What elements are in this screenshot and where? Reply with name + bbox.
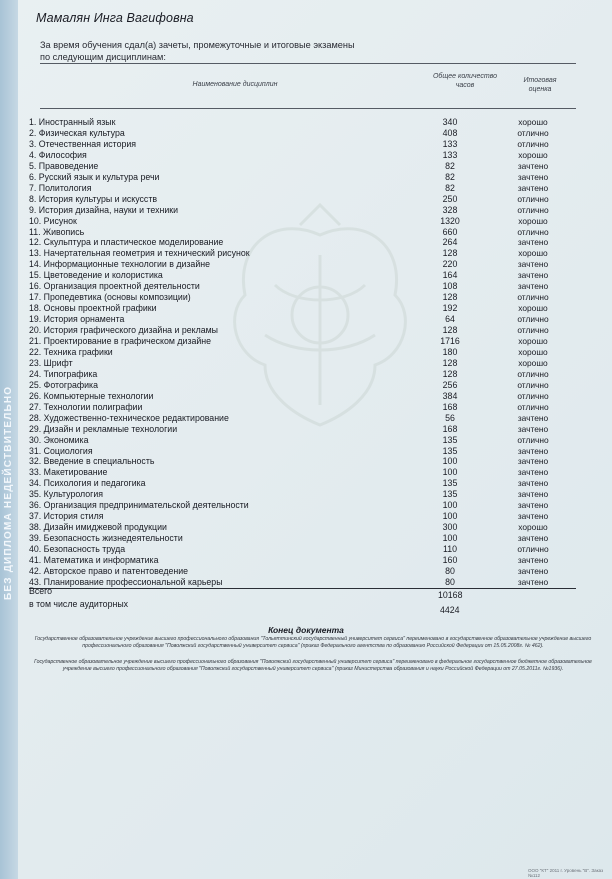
subject-name: 21. Проектирование в графическом дизайне: [29, 336, 212, 346]
subject-name: 17. Пропедевтика (основы композиции): [29, 292, 191, 303]
table-row: [0, 303, 612, 314]
subject-name: 23. Шрифт: [29, 357, 73, 368]
subject-name: 42. Авторское право и патентоведение: [29, 565, 189, 576]
table-row: [0, 117, 612, 128]
subject-hours: 1716: [440, 336, 460, 346]
table-row: [0, 336, 612, 347]
subject-grade: хорошо: [518, 117, 548, 127]
subject-hours: 100: [442, 467, 458, 478]
subject-name: 20. История графического дизайна и рекламы: [29, 325, 219, 336]
subject-hours: 250: [442, 193, 458, 204]
subject-grade: отлично: [517, 390, 549, 401]
subject-name: 38. Дизайн имиджевой продукции: [29, 522, 167, 533]
table-row: [0, 435, 612, 446]
subject-name: 30. Экономика: [29, 434, 89, 445]
subject-grade: хорошо: [518, 215, 548, 226]
subject-grade: зачтено: [517, 500, 549, 511]
subject-hours: 82: [445, 182, 455, 193]
subject-hours: 168: [442, 423, 458, 434]
subject-hours: 82: [445, 160, 455, 171]
table-row: [0, 478, 612, 489]
subject-hours: 384: [442, 390, 458, 401]
intro-line-2: по следующим дисциплинам:: [40, 52, 166, 62]
subject-name: 35. Культурология: [29, 489, 104, 500]
subject-grade: зачтено: [517, 270, 549, 281]
table-row: [0, 194, 612, 205]
subject-grade: зачтено: [517, 281, 549, 292]
subject-grade: зачтено: [517, 489, 549, 500]
subject-name: 27. Технологии полиграфии: [29, 401, 143, 412]
subject-grade: хорошо: [518, 336, 548, 346]
table-row: [0, 577, 612, 588]
subject-grade: отлично: [517, 368, 549, 379]
subject-hours: 128: [442, 248, 458, 259]
header-top-rule: [40, 63, 576, 64]
subject-name: 1. Иностранный язык: [29, 117, 116, 127]
subject-hours: 133: [442, 138, 458, 149]
table-row: [0, 150, 612, 161]
table-row: [0, 216, 612, 227]
subject-hours: 80: [445, 576, 455, 587]
subject-hours: 180: [442, 346, 458, 357]
column-header-name: Наименование дисциплин: [192, 81, 278, 88]
table-row: [0, 456, 612, 467]
subject-grade: отлично: [517, 434, 549, 445]
subject-hours: 300: [442, 522, 458, 533]
subject-hours: 110: [442, 544, 458, 555]
subject-grade: зачтено: [517, 182, 549, 193]
header-bottom-rule: [40, 108, 576, 109]
subject-grade: зачтено: [517, 478, 549, 489]
table-row: [0, 161, 612, 172]
subject-hours: 1320: [440, 215, 460, 226]
table-row: [0, 183, 612, 194]
subject-grade: зачтено: [517, 171, 549, 182]
footer-note-2: Государственное образовательное учреждение высшего профессионального образования "Поволжский государственный университет сервиса" переименовано в федеральное государственное бюджетное образовательное учреждение высшего профессионального образования "Поволжский государственный университет сервиса" (приказ Министерства образования и науки Российской Федерации от 27.05.2011г. №1936).: [34, 659, 592, 673]
intro-line-1: За время обучения сдал(а) зачеты, промежуточные и итоговые экзамены: [40, 40, 355, 50]
subject-hours: 100: [442, 533, 458, 544]
table-row: [0, 446, 612, 457]
subject-grade: отлично: [517, 544, 549, 555]
subject-hours: 133: [442, 149, 458, 160]
auditorium-value: 4424: [440, 605, 460, 615]
subject-grade: зачтено: [517, 259, 549, 270]
column-header-hours: Общее количество часов: [432, 73, 498, 89]
subject-grade: зачтено: [517, 160, 549, 171]
table-row: [0, 259, 612, 270]
subject-hours: 660: [442, 226, 458, 237]
subject-hours: 56: [445, 412, 455, 423]
subject-name: 36. Организация предпринимательской деятельности: [29, 500, 249, 511]
subject-grade: хорошо: [518, 346, 548, 357]
subject-hours: 108: [442, 281, 458, 292]
subject-name: 43. Планирование профессиональной карьеры: [29, 576, 223, 587]
table-row: [0, 555, 612, 566]
subject-name: 13. Начертательная геометрия и технический рисунок: [29, 248, 250, 259]
table-row: [0, 424, 612, 435]
vertical-warning-text: БЕЗ ДИПЛОМА НЕДЕЙСТВИТЕЛЬНО: [3, 385, 14, 600]
subject-grade: зачтено: [517, 565, 549, 576]
subject-grade: отлично: [517, 379, 549, 390]
subject-name: 41. Математика и информатика: [29, 555, 159, 565]
subject-grade: хорошо: [518, 149, 548, 160]
print-code: ООО "КТ" 2011 г. Уровень "В". Заказ №112: [528, 868, 604, 878]
subject-grade: отлично: [517, 292, 549, 303]
subject-name: 15. Цветоведение и колористика: [29, 270, 163, 281]
subject-name: 25. Фотографика: [29, 379, 98, 390]
table-row: [0, 358, 612, 369]
subject-grade: зачтено: [517, 412, 549, 423]
subject-name: 22. Техника графики: [29, 346, 113, 357]
table-row: [0, 544, 612, 555]
table-row: [0, 227, 612, 238]
subject-name: 6. Русский язык и культура речи: [29, 171, 160, 182]
table-row: [0, 380, 612, 391]
subject-grade: отлично: [517, 127, 549, 138]
subject-hours: 100: [442, 456, 458, 467]
subject-grade: хорошо: [518, 522, 548, 533]
subject-name: 24. Типографика: [29, 368, 98, 379]
subject-hours: 160: [442, 555, 458, 565]
table-row: [0, 237, 612, 248]
subject-grade: хорошо: [518, 357, 548, 368]
subject-grade: зачтено: [517, 576, 549, 587]
table-row: [0, 139, 612, 150]
total-label: Всего: [29, 586, 53, 596]
subject-name: 10. Рисунок: [29, 215, 77, 226]
subject-name: 26. Компьютерные технологии: [29, 390, 154, 401]
subject-name: 2. Физическая культура: [29, 127, 125, 138]
subject-name: 5. Правоведение: [29, 160, 99, 171]
subject-name: 12. Скульптура и пластическое моделирование: [29, 237, 224, 248]
table-row: [0, 292, 612, 303]
subject-grade: зачтено: [517, 555, 549, 565]
subject-name: 40. Безопасность труда: [29, 544, 126, 555]
subject-grade: отлично: [517, 314, 549, 325]
table-row: [0, 522, 612, 533]
subject-grade: хорошо: [518, 248, 548, 259]
subject-grade: отлично: [517, 138, 549, 149]
subject-hours: 64: [445, 314, 455, 325]
table-row: [0, 172, 612, 183]
subject-grade: зачтено: [517, 467, 549, 478]
subject-hours: 80: [445, 565, 455, 576]
subject-hours: 128: [442, 357, 458, 368]
table-row: [0, 281, 612, 292]
table-row: [0, 489, 612, 500]
subject-hours: 135: [442, 434, 458, 445]
subject-grade: отлично: [517, 325, 549, 336]
subject-grade: отлично: [517, 193, 549, 204]
subject-hours: 164: [442, 270, 458, 281]
subject-name: 29. Дизайн и рекламные технологии: [29, 423, 178, 434]
table-row: [0, 413, 612, 424]
subject-name: 7. Политология: [29, 182, 92, 193]
subject-grade: зачтено: [517, 456, 549, 467]
subject-name: 8. История культуры и искусств: [29, 193, 158, 204]
column-header-grade: Итоговая оценка: [523, 77, 557, 93]
subject-hours: 135: [442, 445, 458, 456]
subject-hours: 340: [442, 117, 458, 127]
subject-grade: хорошо: [518, 303, 548, 314]
table-row: [0, 533, 612, 544]
subject-grade: зачтено: [517, 533, 549, 544]
table-row: [0, 500, 612, 511]
end-of-document: Конец документа: [268, 625, 344, 635]
totals-rule: [29, 588, 576, 589]
subject-hours: 135: [442, 489, 458, 500]
subject-name: 16. Организация проектной деятельности: [29, 281, 200, 292]
table-row: [0, 347, 612, 358]
auditorium-label: в том числе аудиторных: [29, 599, 129, 609]
table-row: [0, 566, 612, 577]
table-row: [0, 402, 612, 413]
subject-name: 11. Живопись: [29, 226, 85, 237]
subject-grade: отлично: [517, 401, 549, 412]
subject-name: 4. Философия: [29, 149, 87, 160]
subject-hours: 328: [442, 204, 458, 215]
subject-hours: 168: [442, 401, 458, 412]
subject-hours: 192: [442, 303, 458, 314]
subject-hours: 264: [442, 237, 458, 248]
subject-hours: 220: [442, 259, 458, 270]
table-row: [0, 511, 612, 522]
table-row: [0, 314, 612, 325]
subject-hours: 82: [445, 171, 455, 182]
subject-name: 32. Введение в специальность: [29, 456, 155, 467]
subject-name: 19. История орнамента: [29, 314, 125, 325]
total-value: 10168: [438, 590, 463, 600]
subject-hours: 128: [442, 292, 458, 303]
subject-grade: отлично: [517, 204, 549, 215]
subject-grade: зачтено: [517, 423, 549, 434]
subject-hours: 408: [442, 127, 458, 138]
table-row: [0, 128, 612, 139]
table-row: [0, 325, 612, 336]
subject-hours: 100: [442, 511, 458, 522]
subject-hours: 128: [442, 325, 458, 336]
subject-hours: 135: [442, 478, 458, 489]
subject-name: 37. История стиля: [29, 511, 104, 522]
subject-name: 28. Художественно-техническое редактирование: [29, 412, 229, 423]
subject-name: 9. История дизайна, науки и техники: [29, 204, 179, 215]
owner-name: Мамалян Инга Вагифовна: [36, 11, 194, 25]
subject-grade: зачтено: [517, 237, 549, 248]
table-row: [0, 270, 612, 281]
subject-name: 34. Психология и педагогика: [29, 478, 146, 489]
table-row: [0, 369, 612, 380]
subject-name: 33. Макетирование: [29, 467, 108, 478]
table-row: [0, 391, 612, 402]
subject-name: 14. Информационные технологии в дизайне: [29, 259, 210, 270]
footer-note-1: Государственное образовательное учреждение высшего профессионального образования "Тольяттинский государственный университет сервиса" переименовано в государственное образовательное учреждение высшего профессионального образования "Поволжский государственный университет сервиса" (приказ Федерального агентства по образованию Российской Федерации от 15.05.2008г. № 462).: [34, 636, 592, 650]
subject-hours: 100: [442, 500, 458, 511]
subject-name: 18. Основы проектной графики: [29, 303, 157, 314]
subject-name: 39. Безопасность жизнедеятельности: [29, 533, 183, 544]
subject-grade: зачтено: [517, 511, 549, 522]
table-row: [0, 248, 612, 259]
subject-name: 3. Отечественная история: [29, 138, 137, 149]
table-row: [0, 467, 612, 478]
subject-grade: зачтено: [517, 445, 549, 456]
subject-hours: 128: [442, 368, 458, 379]
subject-hours: 256: [442, 379, 458, 390]
subject-grade: отлично: [517, 226, 549, 237]
table-row: [0, 205, 612, 216]
subject-name: 31. Социология: [29, 445, 93, 456]
